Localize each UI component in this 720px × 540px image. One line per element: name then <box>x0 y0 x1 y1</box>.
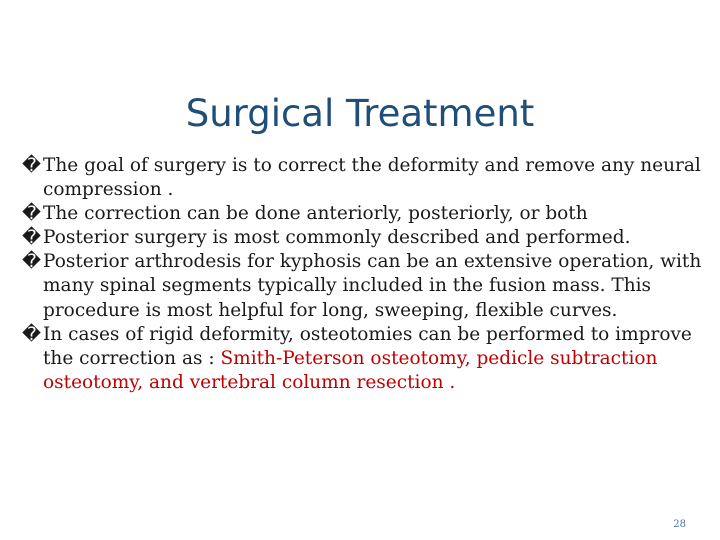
bullet-item <box>22 226 702 250</box>
bullet-text: The correction can be done anteriorly, posteriorly, or both <box>43 203 588 225</box>
page-number: 28 <box>673 519 686 530</box>
bullet-list <box>22 154 702 395</box>
bullet-icon: � <box>22 323 41 345</box>
bullet-text: Posterior arthrodesis for kyphosis can be an extensive operation, with many spinal segments typically included in the fusion mass. This procedure is most helpful for long, sweeping, flexible curves. <box>43 251 702 321</box>
bullet-item <box>22 154 702 202</box>
bullet-item <box>22 202 702 226</box>
bullet-icon: � <box>22 251 41 273</box>
bullet-text: Posterior surgery is most commonly described and performed. <box>43 227 631 249</box>
bullet-icon: � <box>22 203 41 225</box>
bullet-icon: � <box>22 227 41 249</box>
bullet-item <box>22 323 702 395</box>
bullet-emphasis-text: Smith-Peterson osteotomy, pedicle subtraction osteotomy, and vertebral column resection . <box>43 347 658 393</box>
bullet-text: The goal of surgery is to correct the deformity and remove any neural compression . <box>43 155 701 201</box>
bullet-text: In cases of rigid deformity, osteotomies can be performed to improve the correction as : <box>43 323 692 369</box>
bullet-icon: � <box>22 155 41 176</box>
bullet-item <box>22 250 702 322</box>
slide-title: Surgical Treatment <box>185 92 535 135</box>
